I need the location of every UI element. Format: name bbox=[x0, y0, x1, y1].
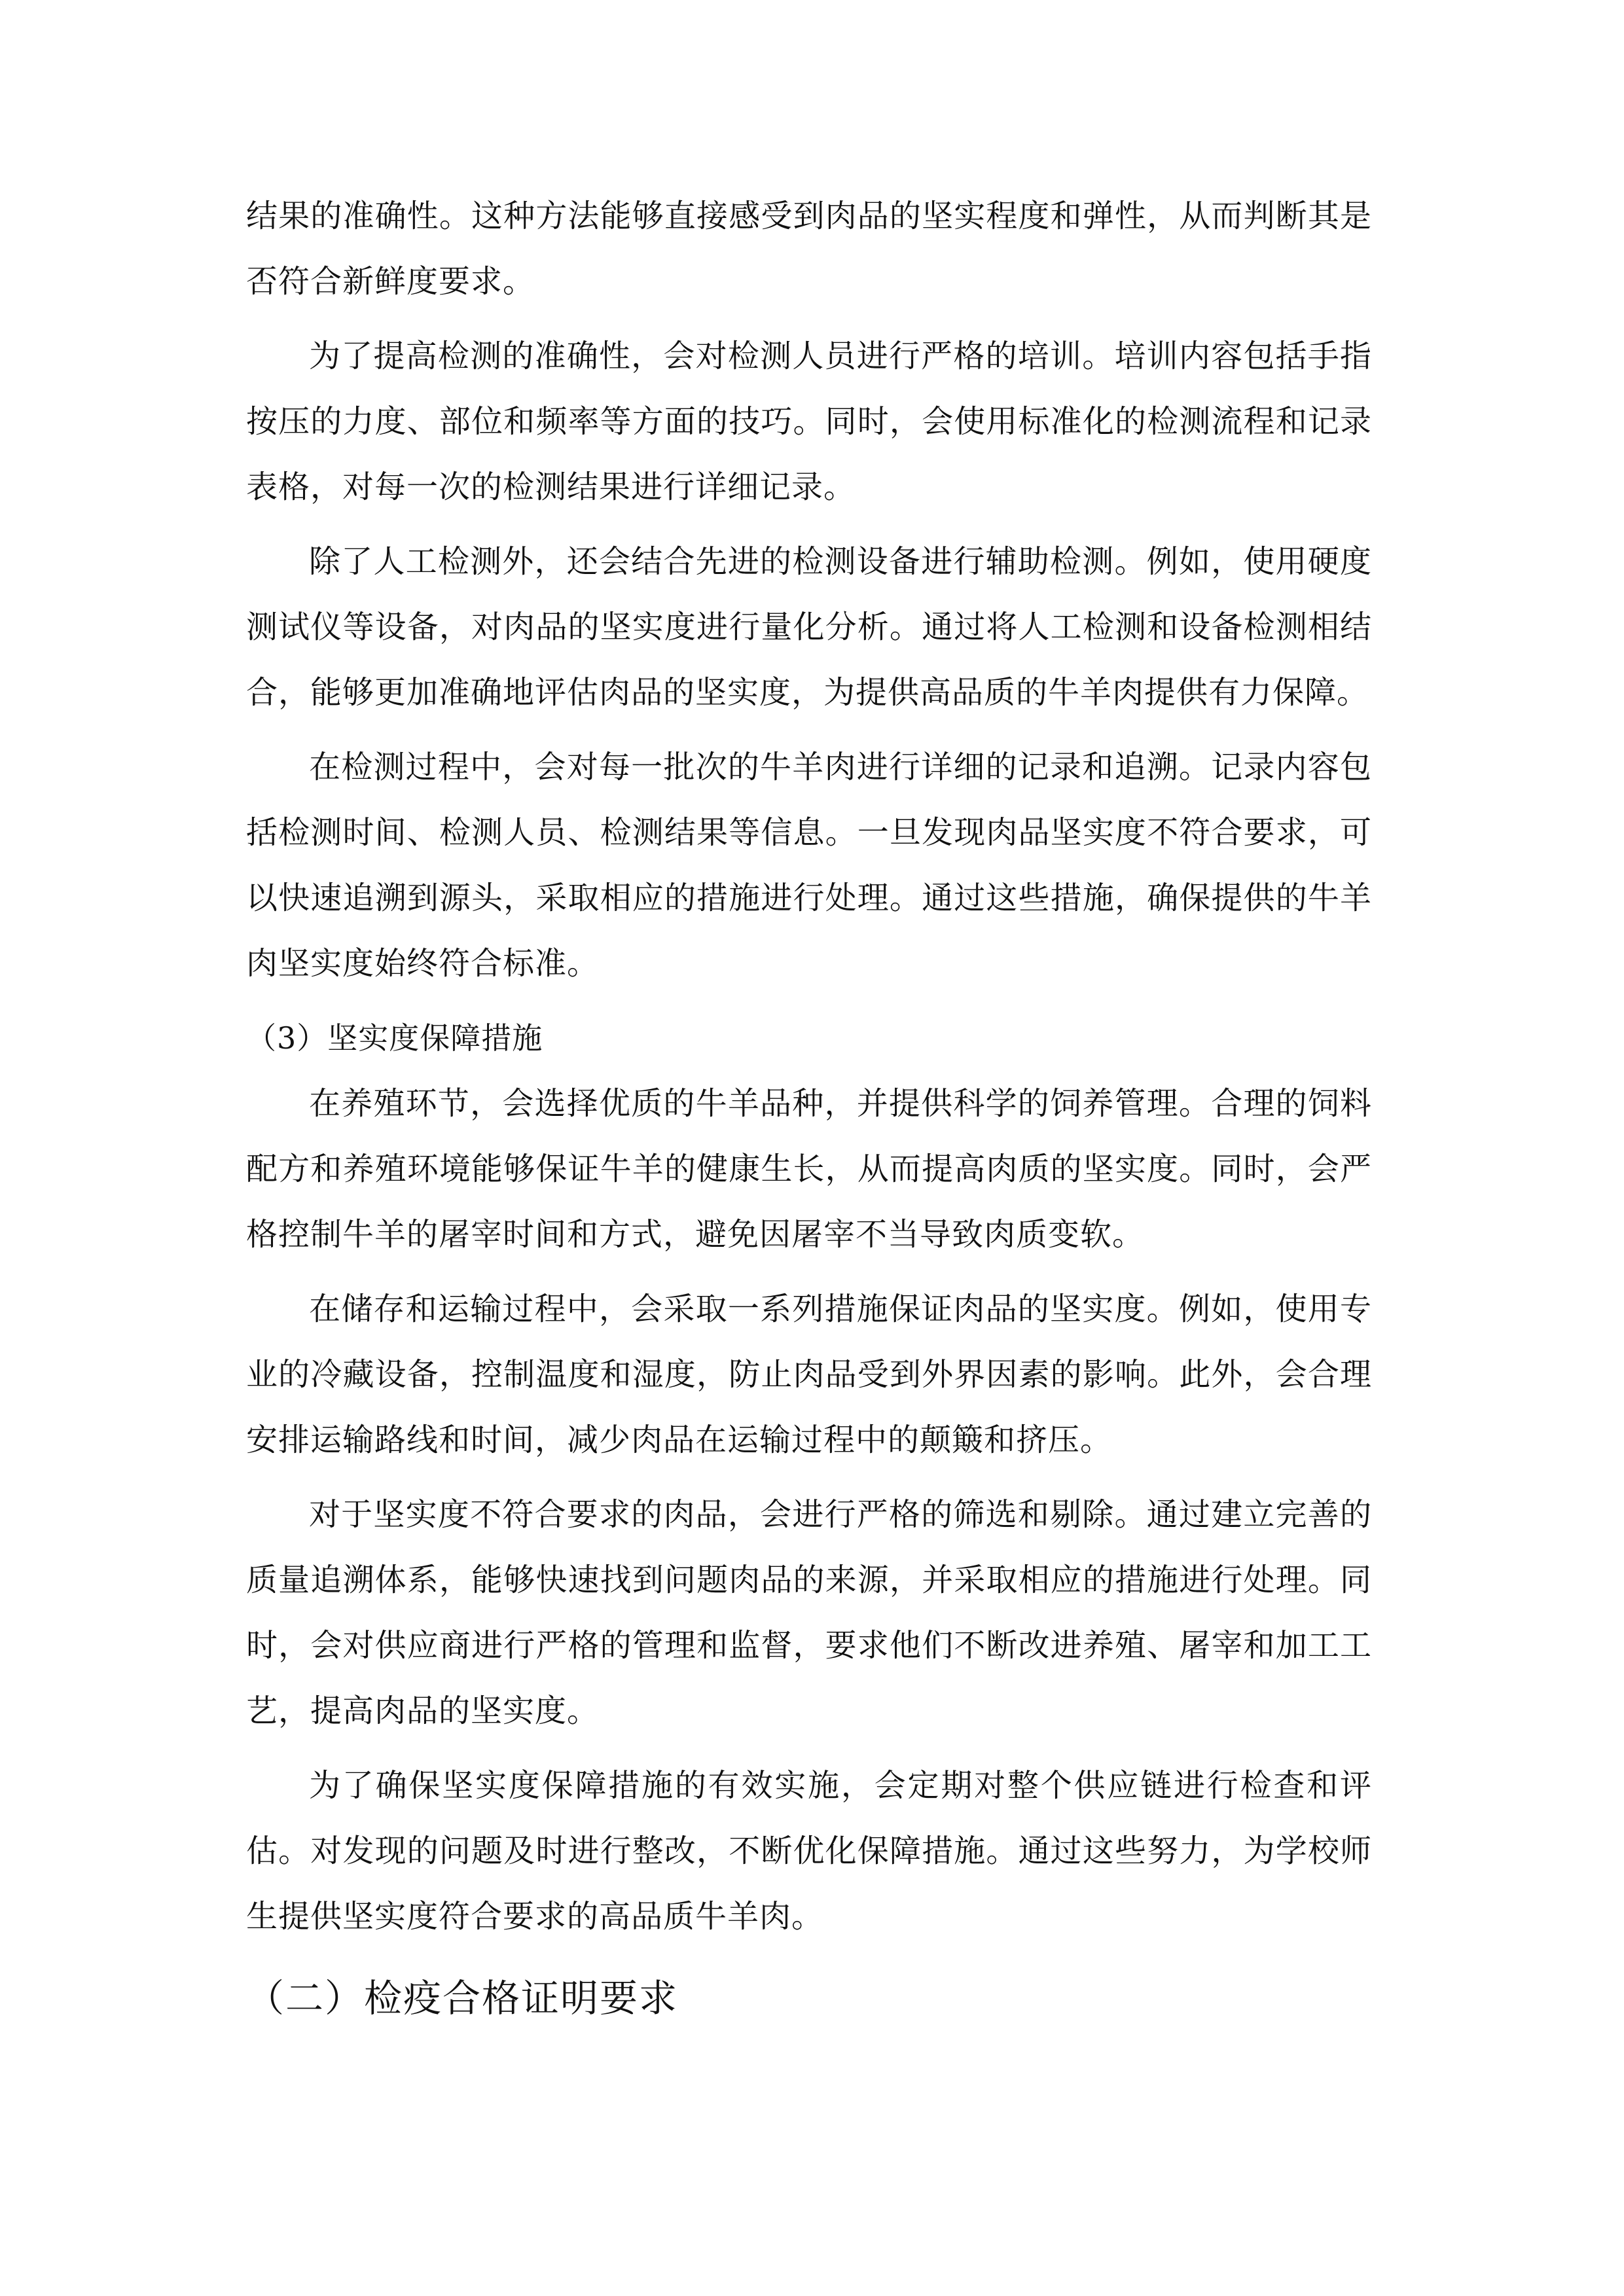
paragraph: 结果的准确性。这种方法能够直接感受到肉品的坚实程度和弹性，从而判断其是否符合新鲜度要求。 bbox=[246, 198, 1372, 300]
section-heading: （二）检疫合格证明要求 bbox=[246, 1976, 679, 2020]
paragraph: 对于坚实度不符合要求的肉品，会进行严格的筛选和剔除。通过建立完善的质量追溯体系，能够快速找到问题肉品的来源，并采取相应的措施进行处理。同时，会对供应商进行严格的管理和监督，要求他们不断改进养殖、屠宰和加工工艺，提高肉品的坚实度。 bbox=[246, 1496, 1372, 1729]
paragraph: 在养殖环节，会选择优质的牛羊品种，并提供科学的饲养管理。合理的饲料配方和养殖环境能够保证牛羊的健康生长，从而提高肉质的坚实度。同时，会严格控制牛羊的屠宰时间和方式，避免因屠宰不当导致肉质变软。 bbox=[246, 1085, 1372, 1253]
paragraph: 为了提高检测的准确性，会对检测人员进行严格的培训。培训内容包括手指按压的力度、部位和频率等方面的技巧。同时，会使用标准化的检测流程和记录表格，对每一次的检测结果进行详细记录。 bbox=[246, 338, 1372, 505]
paragraph: 除了人工检测外，还会结合先进的检测设备进行辅助检测。例如，使用硬度测试仪等设备，对肉品的坚实度进行量化分析。通过将人工检测和设备检测相结合，能够更加准确地评估肉品的坚实度，为提供高品质的牛羊肉提供有力保障。 bbox=[246, 543, 1372, 711]
subheading: （3）坚实度保障措施 bbox=[246, 1020, 543, 1056]
text-column bbox=[246, 183, 1372, 2034]
paragraph: 为了确保坚实度保障措施的有效实施，会定期对整个供应链进行检查和评估。对发现的问题及时进行整改，不断优化保障措施。通过这些努力，为学校师生提供坚实度符合要求的高品质牛羊肉。 bbox=[246, 1767, 1372, 1935]
paragraph: 在储存和运输过程中，会采取一系列措施保证肉品的坚实度。例如，使用专业的冷藏设备，控制温度和湿度，防止肉品受到外界因素的影响。此外，会合理安排运输路线和时间，减少肉品在运输过程中的颠簸和挤压。 bbox=[246, 1291, 1372, 1458]
paragraph: 在检测过程中，会对每一批次的牛羊肉进行详细的记录和追溯。记录内容包括检测时间、检测人员、检测结果等信息。一旦发现肉品坚实度不符合要求，可以快速追溯到源头，采取相应的措施进行处理。通过这些措施，确保提供的牛羊肉坚实度始终符合标准。 bbox=[246, 749, 1372, 982]
